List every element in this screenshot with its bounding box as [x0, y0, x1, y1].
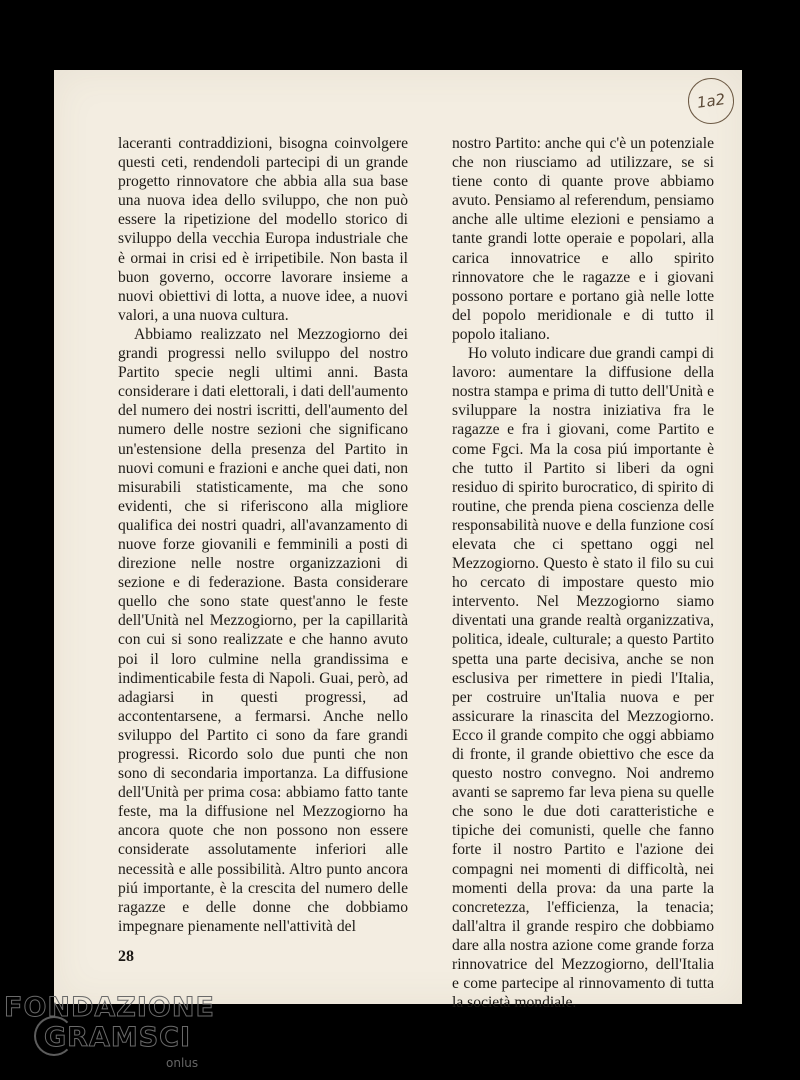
watermark-line-3: onlus [166, 1056, 199, 1070]
watermark-line-2: GRAMSCI [44, 1022, 192, 1053]
left-paragraph-1: laceranti contraddizioni, bisogna coinvolgere questi ceti, rendendoli partecipi di un grande progetto rinnovatore che abbia alla sua base una nuova idea dello sviluppo, che non può essere la ripetizione del modello storico di sviluppo della vecchia Europa industriale che è ormai in crisi ed è irripetibile. Non basta il buon governo, occorre lavorare insieme a nuovi obiettivi di lotta, a nuove idee, a nuovi valori, a una nuova cultura. [118, 135, 408, 324]
left-paragraph-2: Abbiamo realizzato nel Mezzogiorno dei grandi progressi nello sviluppo del nostro Partito specie negli ultimi anni. Basta considerare i dati elettorali, i dati dell'aumento del numero dei nostri iscritti, dell'aumento del numero delle nostre sezioni che significano un'estensione della presenza del Partito in nuovi comuni e frazioni e anche quei dati, non misurabili statisticamente, ma che sono evidenti, che si riferiscono alla migliore qualifica dei nostri quadri, all'avanzamento di nuove forze giovanili e femminili a posti di direzione nelle nostre organizzazioni di sezione e di federazione. Basta considerare quello che sono state quest'anno le feste dell'Unità nel Mezzogiorno, per la capillarità con cui si sono realizzate e che hanno avuto poi il loro culmine nella grandissima e indimenticabile festa di Napoli. Guai, però, ad adagiarsi in questi progressi, ad accontentarsene, a fermarsi. Anche nello sviluppo del Partito ci sono da fare grandi progressi. Ricordo solo due punti che non sono di secondaria importanza. La diffusione dell'Unità per prima cosa: abbiamo fatto tante feste, ma la diffusione nel Mezzogiorno ha ancora quote che non possono non essere considerate assolutamente inferiori alle necessità e alle possibilità. Altro punto ancora piú importante, è la crescita del numero delle ragazze e delle donne che dobbiamo impegnare pienamente nell'attività del [118, 325, 408, 935]
right-paragraph-1: nostro Partito: anche qui c'è un potenziale che non riusciamo ad utilizzare, se si tiene conto di quante prove abbiamo avuto. Pensiamo al referendum, pensiamo anche alle ultime elezioni e pensiamo a tante grandi lotte operaie e popolari, alla carica innovatrice e allo spirito rinnovatore che le ragazze e i giovani possono portare e portano già nelle lotte del popolo meridionale e di tutto il popolo italiano. [452, 135, 714, 343]
right-paragraph-2: Ho voluto indicare due grandi campi di lavoro: aumentare la diffusione della nostra stampa e prima di tutto dell'Unità e sviluppare la nostra iniziativa fra le ragazze e fra i giovani, come Partito e come Fgci. Ma la cosa piú importante è che tutto il Partito si liberi da ogni residuo di spirito burocratico, di spirito di routine, che prenda piena coscienza delle responsabilità nuove e della funzione cosí elevata che ci spettano oggi nel Mezzogiorno. Questo è stato il filo su cui ho cercato di impostare questo mio intervento. Nel Mezzogiorno siamo diventati una grande realtà organizzativa, politica, ideale, culturale; a questo Partito spetta una parte decisiva, anche se non esclusiva per rimettere in piedi l'Italia, per costruire un'Italia nuova e per assicurare la rinascita del Mezzogiorno. Ecco il grande compito che oggi abbiamo di fronte, il grande obiettivo che esce da questo nostro convegno. Noi andremo avanti se sapremo far leva piena su quelle che sono le due doti caratteristiche e tipiche dei comunisti, quelle che fanno forte il nostro Partito e l'azione dei compagni nei momenti di difficoltà, nei momenti della prova: da una parte la concretezza, l'efficienza, la tenacia; dall'altra il grande respiro che dobbiamo dare alla nostra azione come grande forza rinnovatrice del Mezzogiorno, dell'Italia e come partecipe al rinnovamento di tutta la società mondiale. [452, 345, 714, 1012]
left-text-column [118, 134, 408, 936]
watermark-line-1: FONDAZIONE [4, 992, 215, 1023]
page-number: 28 [118, 948, 134, 965]
archive-stamp: 1a2 [685, 75, 737, 127]
right-text-column [452, 134, 714, 1012]
fondazione-gramsci-watermark [4, 992, 224, 1076]
document-page [54, 70, 742, 1012]
